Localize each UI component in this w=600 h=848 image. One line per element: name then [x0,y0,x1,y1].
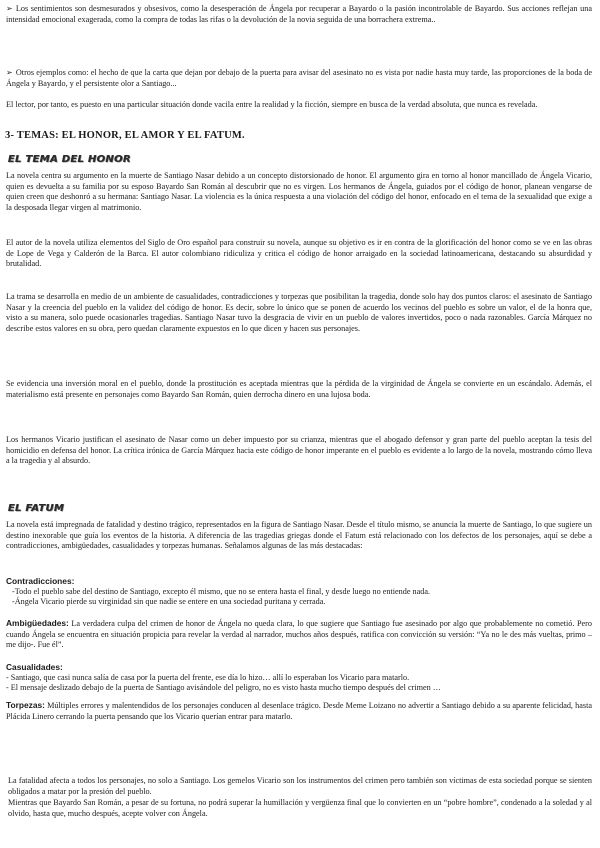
casualidades-block [6,662,592,694]
paragraph-emotions [6,4,592,25]
honor-paragraph-5: Los hermanos Vicario justifican el asesinato de Nasar como un deber impuesto por su crianza, mientras que el abogado defensor y gran parte del pueblo aceptan la tesis del homicidio en defensa del honor. La crítica irónica de García Márquez hacia este código de honor imperante en el pueblo es evidente a lo largo de la novela, mostrando cómo lleva a la tragedia y al absurdo. [6,435,592,465]
closing-paragraph-2: Mientras que Bayardo San Román, a pesar de su fortuna, no podrá superar la humillación y vergüenza final que lo convierten en un “pobre hombre”, condenado a la soledad y al olvido, hasta que, mucho después, acepte volver con Ángela. [8,798,592,818]
list-item: - Santiago, que casi nunca salía de casa por la puerta del frente, ese día lo hizo… allí lo esperaban los Vicario para matarlo. [6,672,410,682]
section-title: 3- TEMAS: EL HONOR, EL AMOR Y EL FATUM. [5,130,245,141]
paragraph-text: Los sentimientos son desmesurados y obsesivos, como la desesperación de Ángela por recuperar a Bayardo o la pasión incontrolable de Bayardo. Sus acciones reflejan una intensidad emocional exagerada, como la compra de todas las rifas o la devolución de la novia seguida de una borrachera extrema.. [6,4,592,24]
list-item: -Todo el pueblo sabe del destino de Santiago, excepto él mismo, que no se entera hasta el final, y desde luego no entiende nada. [12,586,430,596]
list-item: -Ángela Vicario pierde su virginidad sin que nadie se entere en una sociedad puritana y cerrada. [12,597,326,606]
arrow-bullet-icon: ➢ [6,4,13,13]
torpezas-text: Múltiples errores y malentendidos de los personajes conducen al desenlace trágico. Desde Meme Loizano no advertir a Santiago debido a su aparente felicidad, hasta Plácida Linero cerrando la puerta pensando que los Vicario querían entrar para matarlo. [6,701,592,721]
closing-paragraph-1: La fatalidad afecta a todos los personajes, no solo a Santiago. Los gemelos Vicario son los instrumentos del crimen pero también son víctimas de esta sociedad porque se sienten obligados a matar por la presión del pueblo. [8,776,592,796]
ambiguedades-text: La verdadera culpa del crimen de honor de Ángela no queda clara, lo que sugiere que Santiago fue asesinado por algo que probablemente no cometió. Pero cuando Ángela se encuentra en situación propicia para revelar la verdad al narrador, muchos años después, ratifica con convicción su versión: “Ya no le des más vueltas, primo –me dijo-. Fue él”. [6,619,592,649]
ambiguedades-label: Ambigüedades: [6,618,69,628]
list-item: - El mensaje deslizado debajo de la puerta de Santiago avisándole del peligro, no es visto hasta mucho tiempo después del crimen … [6,683,441,692]
ambiguedades-paragraph [6,618,592,651]
fatum-heading: EL FATUM [8,503,65,514]
torpezas-paragraph [6,700,592,722]
fatum-intro: La novela está impregnada de fatalidad y destino trágico, representados en la figura de Santiago Nasar. Desde el título mismo, se anuncia la muerte de Santiago, lo que sugiere un destino inexorable que guía los eventos de la historia. A diferencia de las tragedias griegas donde el Fatum está relacionado con los defectos de los personajes, aquí se debe a contradicciones, ambigüedades, casualidades y torpezas humanas. Señalamos algunas de las más destacadas: [6,520,592,550]
casualidades-label: Casualidades: [6,662,63,672]
paragraph-text: Otros ejemplos como: el hecho de que la carta que dejan por debajo de la puerta para avisar del asesinato no es vista por nadie hasta muy tarde, las proporciones de la boda de Ángela y Bayardo, y el persistente olor a Santiago... [6,68,592,88]
paragraph-examples [6,68,592,89]
contradicciones-block [6,576,592,608]
paragraph-reader: El lector, por tanto, es puesto en una particular situación donde vacila entre la realidad y la ficción, siempre en busca de la verdad absoluta, que nunca es revelada. [6,100,538,109]
honor-paragraph-1: La novela centra su argumento en la muerte de Santiago Nasar debido a un concepto distorsionado de honor. El argumento gira en torno al honor mancillado de Ángela Vicario, quien es devuelta a su familia por su esposo Bayardo San Román al descubrir que no es virgen. Los hermanos de Ángela, guiados por el código de honor, planean vengarse de quien creen que deshonró a su hermana: Santiago Nasar. La violencia es la única respuesta a una violación del código del honor, enfocado en el tema de la sexualidad que exige a la desposada llegar virgen al matrimonio. [6,171,592,212]
contradicciones-label: Contradicciones: [6,576,75,586]
honor-heading: EL TEMA DEL HONOR [8,154,132,165]
arrow-bullet-icon: ➢ [6,68,13,77]
honor-paragraph-4: Se evidencia una inversión moral en el pueblo, donde la prostitución es aceptada mientras que la pérdida de la virginidad de Ángela se convierte en un escándalo. Además, el materialismo está presente en personajes como Bayardo San Román, quien derrocha dinero en una lujosa boda. [6,379,592,399]
honor-paragraph-3: La trama se desarrolla en medio de un ambiente de casualidades, contradicciones y torpezas que posibilitan la tragedia, donde solo hay dos puntos claros: el asesinato de Santiago Nasar y la creencia del pueblo en la validez del código de honor. Es decir, sobre lo único que se ponen de acuerdo los vecinos del pueblo es sobre un valor, el de la honra que, visto a su manera, solo puede ocasionarles tragedias. Santiago Nasar tuvo la desgracia de vivir en un pueblo de valores invertidos, poco o nada razonables. García Márquez no describe estos valores en su obra, pero quedan claramente expuestos en lo que dicen y hacen sus personajes. [6,292,592,333]
torpezas-label: Torpezas: [6,700,45,710]
honor-paragraph-2: El autor de la novela utiliza elementos del Siglo de Oro español para construir su novela, aunque su objetivo es ir en contra de la glorificación del honor como se ve en las obras de Lope de Vega y Calderón de la Barca. El autor colombiano ridiculiza y critica el código de honor arraigado en la sociedad latinoamericana, destacando su absurdidad y brutalidad. [6,238,592,268]
